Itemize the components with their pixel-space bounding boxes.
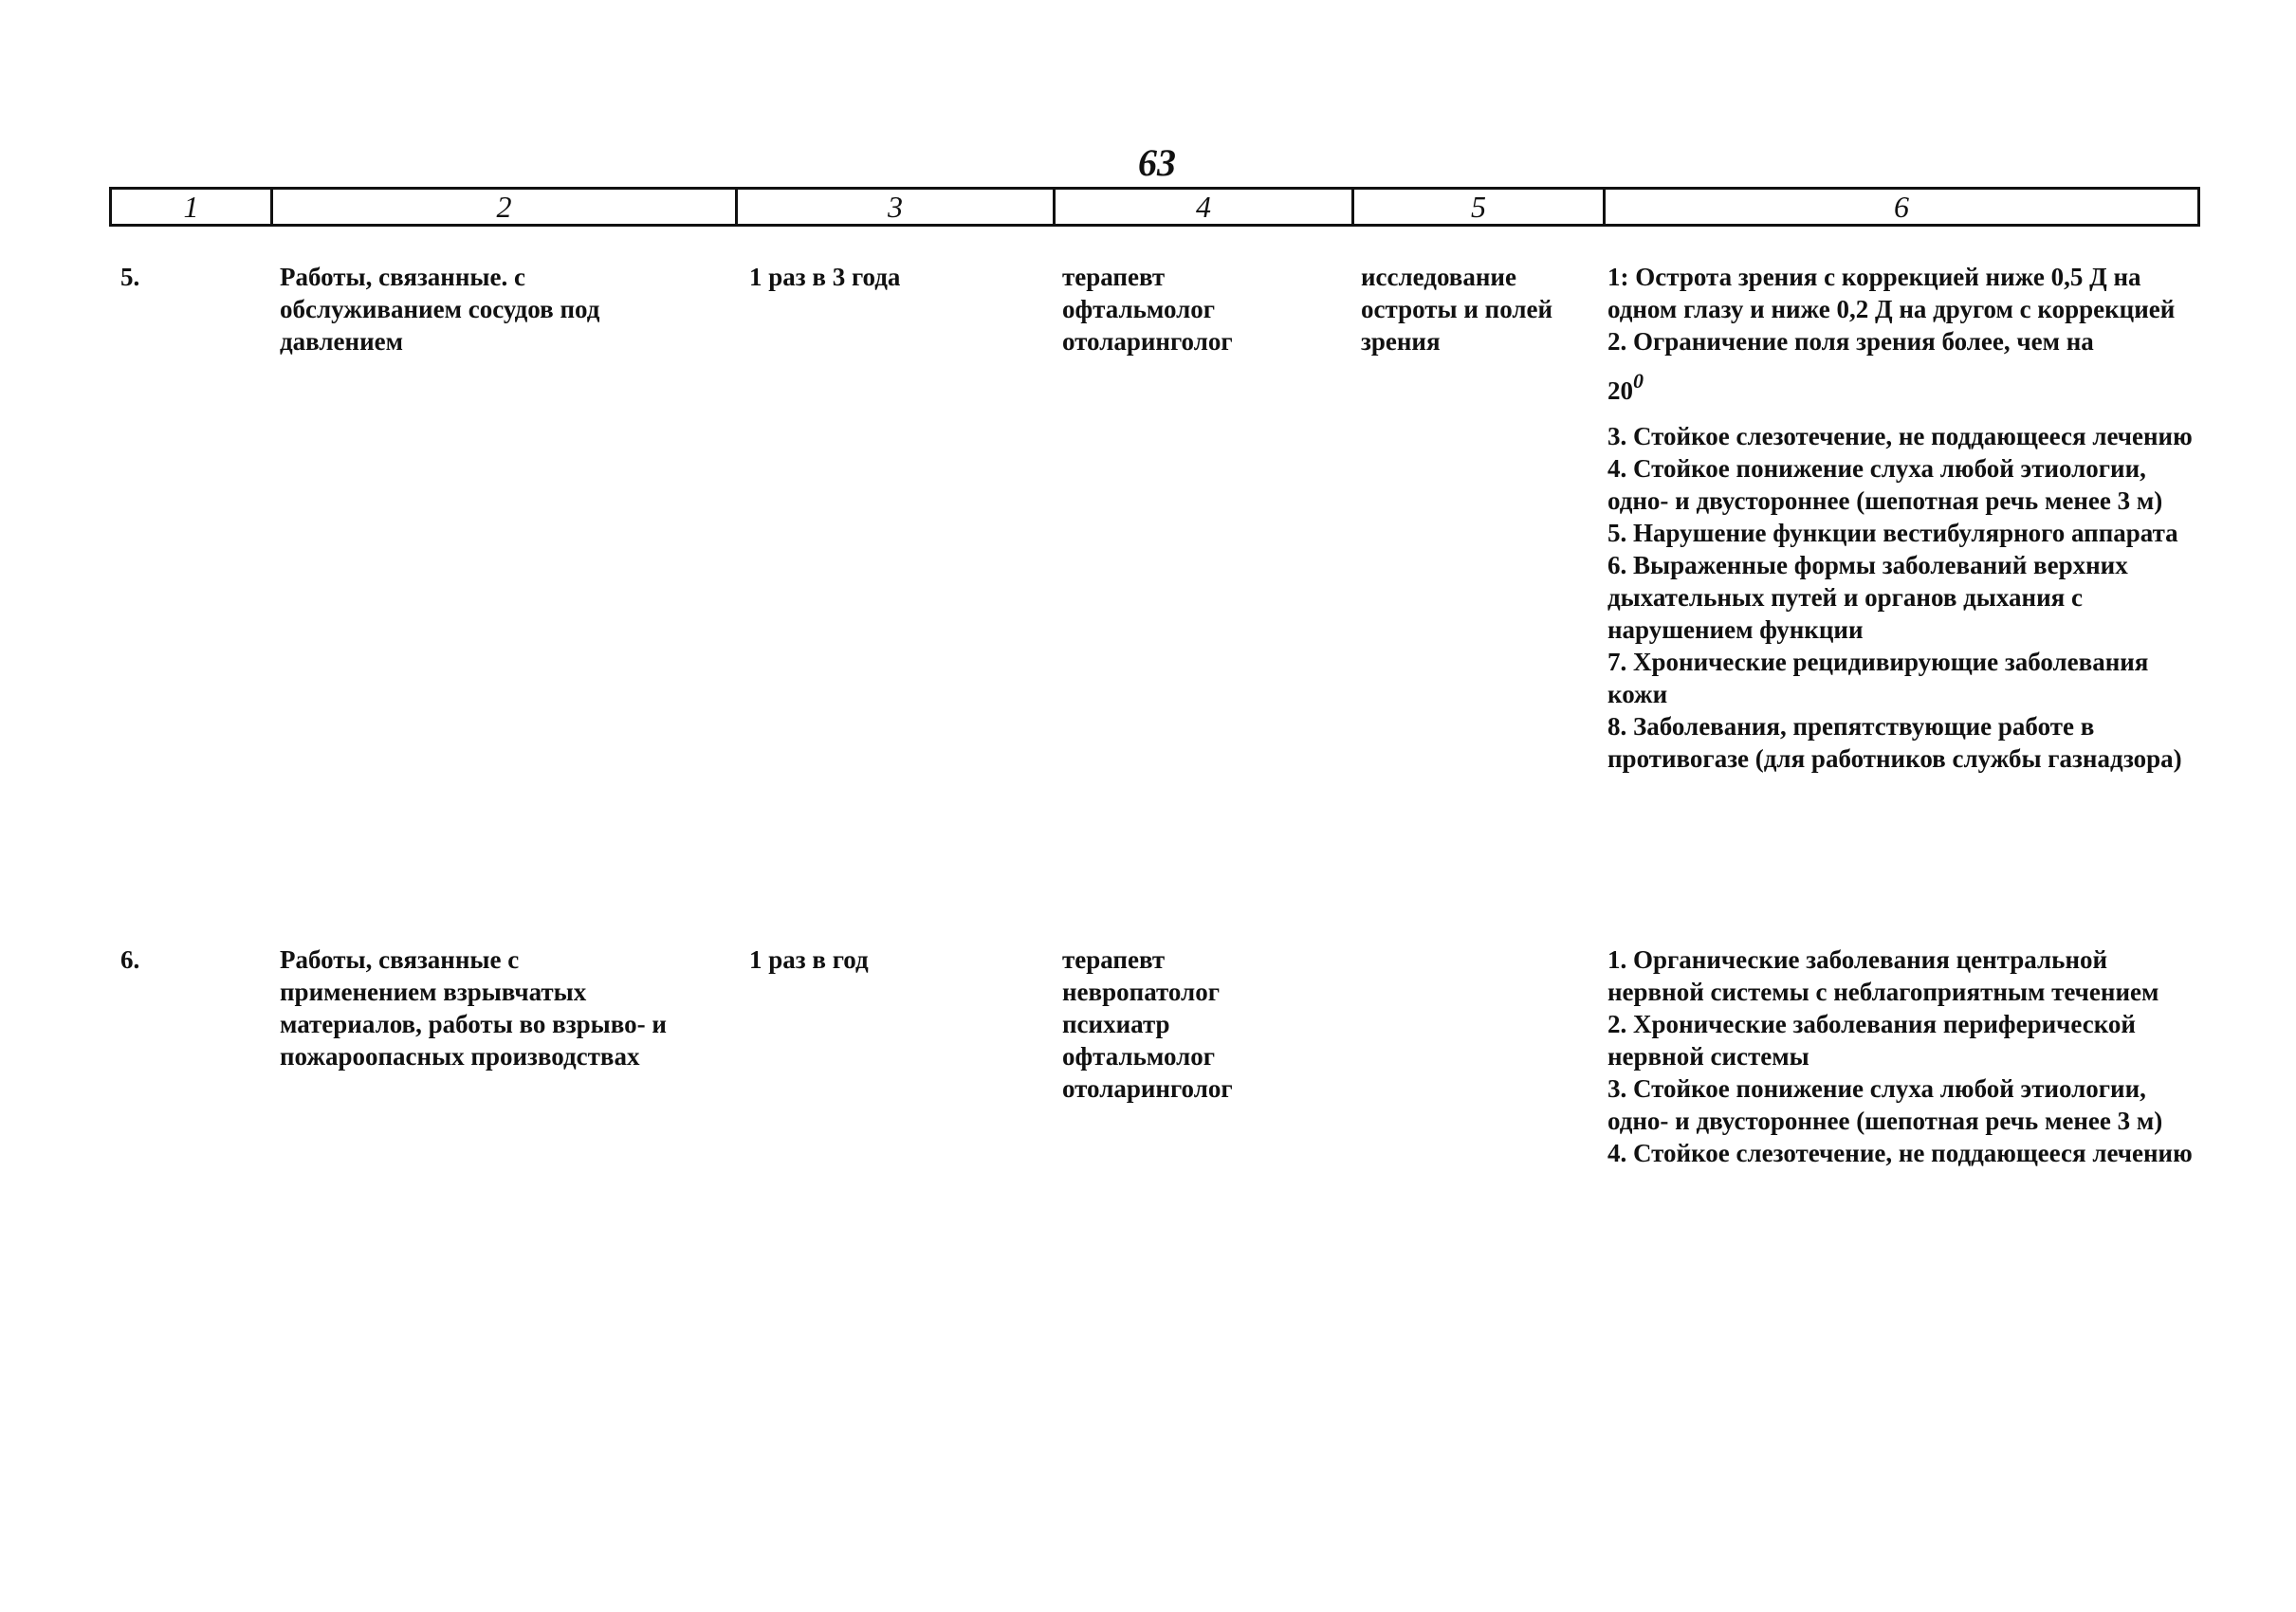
contraindication-item: 6. Выраженные формы заболеваний верхних дыхательных путей и органов дыхания с нарушением функции [1607, 551, 2128, 644]
doctors-list [1062, 261, 1347, 357]
doctor: отоларинголог [1062, 1074, 1233, 1103]
table-header [109, 187, 2200, 227]
work-line: Работы, связанные. с [280, 263, 525, 291]
work-line: пожароопасных производствах [280, 1042, 640, 1071]
row-number: 6. [120, 945, 140, 974]
doctor: психиатр [1062, 1010, 1170, 1038]
contraindication-item: 3. Стойкое слезотечение, не поддающееся лечению [1607, 422, 2193, 450]
work-type [280, 261, 726, 357]
degree-mark: 0 [1633, 369, 1644, 393]
header-col-6: 6 [1894, 190, 1909, 224]
contraindication-item: 2. Хронические заболевания периферической нервной системы [1607, 1010, 2136, 1071]
header-col-1: 1 [112, 190, 273, 224]
contraindication-item: 3. Стойкое понижение слуха любой этиологии, одно- и двустороннее (шепотная речь менее 3 м) [1607, 1074, 2163, 1135]
exam-frequency: 1 раз в 3 года [749, 263, 901, 291]
contraindication-item: 1: Острота зрения с коррекцией ниже 0,5 Д на одном глазу и ниже 0,2 Д на другом с коррекцией [1607, 263, 2176, 323]
work-line: обслуживанием сосудов под [280, 295, 600, 323]
work-line: Работы, связанные с [280, 945, 520, 974]
contraindication-item: 1. Органические заболевания центральной нервной системы с неблагоприятным течением [1607, 945, 2159, 1006]
work-line: давлением [280, 327, 404, 356]
exam-frequency: 1 раз в год [749, 945, 869, 974]
work-line: материалов, работы во взрыво- и [280, 1010, 667, 1038]
header-col-4: 4 [1056, 190, 1354, 224]
doctor: офтальмолог [1062, 295, 1216, 323]
contraindication-item: 8. Заболевания, препятствующие работе в противогазе (для работников службы газнадзора) [1607, 712, 2182, 773]
doctor: офтальмолог [1062, 1042, 1216, 1071]
contraindication-item: 4. Стойкое понижение слуха любой этиологии, одно- и двустороннее (шепотная речь менее 3 м) [1607, 454, 2163, 515]
header-col-2: 2 [273, 190, 738, 224]
header-col-5: 5 [1354, 190, 1606, 224]
contraindication-text: 2. Ограничение поля зрения более, чем на [1607, 327, 2094, 356]
contraindications [1607, 261, 2195, 775]
contraindication-item: 7. Хронические рецидивирующие заболевания кожи [1607, 648, 2149, 708]
doctor: отоларинголог [1062, 327, 1233, 356]
doctors-list [1062, 943, 1347, 1105]
contraindication-item [1607, 325, 2195, 407]
header-col-3: 3 [738, 190, 1056, 224]
page-number: 63 [1138, 141, 1176, 184]
row-number: 5. [120, 263, 140, 291]
contraindications [1607, 943, 2195, 1169]
doctor: невропатолог [1062, 978, 1220, 1006]
lab-exams [1361, 261, 1607, 357]
exam-line: зрения [1361, 327, 1441, 356]
exam-line: остроты и полей [1361, 295, 1553, 323]
contraindication-item: 5. Нарушение функции вестибулярного аппарата [1607, 519, 2178, 547]
work-line: применением взрывчатых [280, 978, 587, 1006]
work-type [280, 943, 726, 1072]
exam-line: исследование [1361, 263, 1516, 291]
angle-value: 20 [1607, 376, 1633, 405]
contraindication-item: 4. Стойкое слезотечение, не поддающееся лечению [1607, 1139, 2193, 1167]
doctor: терапевт [1062, 945, 1166, 974]
doctor: терапевт [1062, 263, 1166, 291]
